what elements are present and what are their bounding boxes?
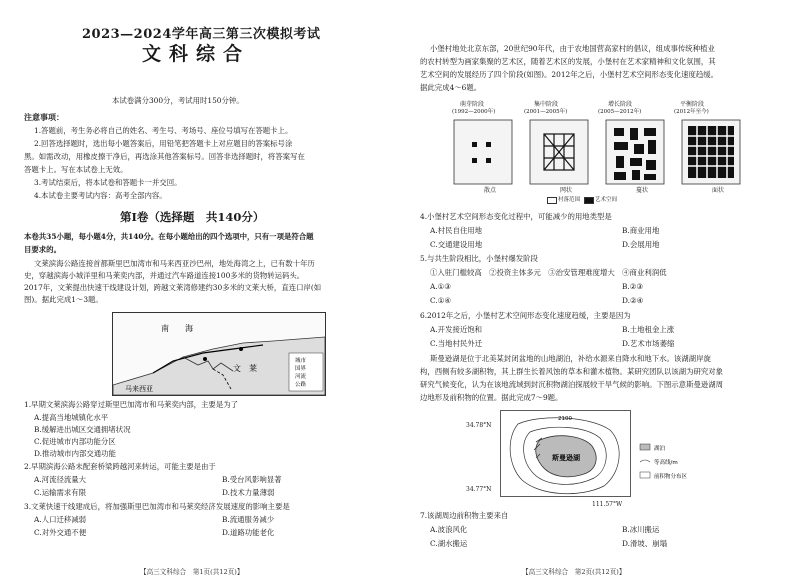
- passage1-line4: 图)。据此完成1～3题。: [24, 295, 103, 304]
- q4-option-d: D.会展用地: [622, 240, 660, 249]
- q7-option-c: C.湖水搬运: [430, 539, 468, 548]
- q6-option-b: B.土地租金上涨: [622, 325, 675, 334]
- q3-option-a: A.人口迁移减弱: [34, 515, 87, 524]
- q1-stem: 1.早期文莱滨海公路穿过斯里巴加湾市和马莱奕内部，主要是为了: [24, 400, 238, 409]
- passage3-line1: 斯曼逊湖是位于北美某封闭盆地的山地湖泊，补给水源来自降水和地下水。该湖湖岸旋: [430, 354, 711, 363]
- lat-bottom: 34.77°N: [466, 486, 492, 493]
- q3-option-c: C.对外交通不便: [34, 528, 87, 537]
- passage3-line2: 构，西侧有较多湖积物，其上群生长着风蚀的草本和灌木植物。某研究团队以该湖为研究对象: [420, 367, 724, 376]
- stage2-years: (2001—2005年): [524, 109, 568, 115]
- q7-option-d: D.滑坡、崩塌: [622, 539, 667, 548]
- stage4-years: (2012年至今): [674, 109, 709, 115]
- stage1-name: 萌芽阶段: [460, 101, 485, 108]
- lon-label: 111.57°W: [592, 501, 623, 508]
- stage3-label: 蔓状: [636, 187, 649, 194]
- city-marker: [239, 347, 243, 351]
- legend-river: 河流: [295, 374, 307, 380]
- stage1-years: (1992—2000年): [452, 109, 496, 115]
- right-footer: 【高三文科综合 第2页(共12页)】: [522, 568, 626, 576]
- stage3-years: (2005—2012年): [598, 109, 642, 115]
- notice-2: 2.回答选择题时，选出每小题答案后，用铅笔把答题卡上对应题目的答案标号涂: [34, 139, 293, 148]
- passage1-line3: 2017年，文莱提出快速干线建设计划，跨越文莱湾修建约30多米的文莱大桥，直连口岸(如: [24, 283, 322, 292]
- q2-option-c: C.运输需求有限: [34, 488, 87, 497]
- section-instr-2: 目要求的。: [24, 245, 61, 254]
- legend-contour: 等高线/m: [654, 460, 678, 466]
- contour-top-label: 2100: [558, 416, 572, 422]
- q3-stem: 3.文莱快速干线建成后，将加强斯里巴加湾市和马莱奕经济发展速度的影响主要是: [24, 502, 290, 511]
- sea-label: 南 海: [161, 324, 193, 333]
- q7-option-a: A.波浪风化: [430, 525, 468, 534]
- q4-option-b: B.商业用地: [622, 226, 660, 235]
- brunei-map: [112, 312, 326, 396]
- legend-lake-swatch: [640, 444, 650, 450]
- lat-top: 34.78°N: [466, 422, 492, 429]
- lake-label: 斯曼逊湖: [552, 454, 580, 462]
- notice-3: 3.考试结束后，将本试卷和答题卡一并交回。: [34, 178, 182, 187]
- city-marker: [203, 357, 207, 361]
- right-page: [412, 0, 792, 586]
- passage3-line3: 研究气候变化，认为在该地流域到封沉积物湖泊探展较干旱气候的影响。下图示意斯曼逊湖周: [420, 380, 724, 389]
- left-page: [12, 0, 392, 586]
- q4-option-c: C.交通建设用地: [430, 240, 483, 249]
- brunei-label: 文 莱: [233, 364, 257, 373]
- legend-village: 村落范围: [558, 197, 581, 203]
- q3-option-d: D.道路功能老化: [222, 528, 275, 537]
- passage2-line3: 艺术空间的发展经历了四个阶段(如图)。2012年之后，小堡村艺术空间形态变化速度趋缓。: [420, 70, 719, 79]
- passage2-line4: 据此完成4～6题。: [420, 83, 482, 92]
- section-title: 第Ⅰ卷（选择题 共140分）: [120, 210, 265, 224]
- legend-deposit-swatch: [640, 472, 650, 478]
- stage4-label: 面状: [712, 187, 725, 194]
- q3-option-b: B.流通服务减少: [222, 515, 275, 524]
- left-footer: 【高三文科综合 第1页(共12页)】: [140, 568, 244, 576]
- legend-border: 国界: [295, 366, 307, 372]
- notice-2b: 黑。如需改动，用橡皮擦干净后，再选涂其他答案标号。回答非选择题时，将答案写在: [24, 152, 305, 161]
- q7-option-b: B.冰川搬运: [622, 525, 660, 534]
- stage3-name: 增长阶段: [608, 101, 633, 108]
- q6-stem: 6.2012年之后，小堡村艺术空间形态变化速度趋缓，主要是因为: [420, 311, 631, 320]
- legend-village-swatch: [547, 197, 557, 204]
- stage1-box: [454, 120, 512, 184]
- exam-title: 2023—2024学年高三第三次模拟考试: [82, 27, 321, 42]
- score-note: 本试卷满分300分，考试用时150分钟。: [112, 96, 244, 105]
- q1-option-c: C.促进城市内部功能分区: [34, 437, 116, 446]
- q5-option-a: A.①③: [430, 282, 451, 291]
- notice-2c: 答题卡上。写在本试卷上无效。: [24, 165, 128, 174]
- notice-title: 注意事项：: [24, 112, 64, 122]
- legend-lake: 湖泊: [654, 446, 666, 452]
- brunei-map-svg: [113, 313, 325, 395]
- q2-option-b: B.受台风影响显著: [222, 475, 282, 484]
- legend-contour-swatch: [640, 460, 650, 462]
- q2-option-d: D.技术力量薄弱: [222, 488, 275, 497]
- q4-option-a: A.村民自住用地: [430, 226, 483, 235]
- passage2-line2: 的农村转型为画家集聚的艺术区，随着艺术区的发展，小堡村在艺术家精神和文化氛围，其: [420, 57, 716, 66]
- notice-4: 4.本试卷主要考试内容：高考全部内容。: [34, 191, 167, 200]
- legend-art-swatch: [584, 197, 594, 204]
- q4-stem: 4.小堡村艺术空间形态变化过程中，可能减少的用地类型是: [420, 212, 612, 221]
- section-instr-1: 本卷共35小题，每小题4分，共140分。在每小题给出的四个选项中，只有一项是符合题: [24, 232, 314, 241]
- q6-option-a: A.开发接近饱和: [430, 325, 483, 334]
- q2-option-a: A.河流径流量大: [34, 475, 87, 484]
- stage2-name: 集中阶段: [534, 101, 559, 108]
- q7-stem: 7.该湖周边前积物主要来自: [420, 511, 509, 520]
- q1-option-b: B.缓解进出城区交通拥堵状况: [34, 425, 131, 434]
- q5-option-c: C.①④: [430, 296, 451, 305]
- q2-stem: 2.早期滨海公路未配套桥梁跨越河来转运，可能主要是由于: [24, 462, 216, 471]
- stage1-label: 散点: [484, 187, 497, 194]
- legend-city: 城市: [295, 358, 307, 364]
- q1-option-d: D.推动城市内部交通功能: [34, 449, 116, 458]
- q5-statements: ①入驻门槛较高 ②投资主体多元 ③治安管理难度增大 ④商业利润低: [430, 268, 667, 277]
- q5-option-b: B.②③: [622, 282, 644, 291]
- q5-option-d: D.②④: [622, 296, 644, 305]
- lake-map: [500, 410, 700, 505]
- q5-stem: 5.与共生阶段相比，小堡村爆发阶段: [420, 254, 538, 263]
- legend-art: 艺术空间: [595, 197, 618, 203]
- subject-title: 文科综合: [142, 43, 251, 65]
- legend-deposit: 前积物分布区: [654, 474, 688, 480]
- notice-1: 1.答题前，考生务必将自己的姓名、考生号、考场号、座位号填写在答题卡上。: [34, 126, 293, 135]
- passage1-line1: 文莱滨海公路连接首都斯里巴加湾市和马来西亚沙巴州，地处海湾之上，已有数十年历: [34, 259, 315, 268]
- country-label: 马来西亚: [125, 385, 153, 393]
- stage2-label: 网状: [560, 187, 573, 194]
- q1-option-a: A.提高当地城镇化水平: [34, 413, 109, 422]
- q6-option-c: C.当地村民外迁: [430, 339, 483, 348]
- legend-road: 公路: [295, 382, 307, 388]
- passage2-line1: 小堡村地处北京东部，20世纪90年代，由于农地国营高家村的倡议，组成事传统种植业: [430, 44, 715, 53]
- stage4-name: 平衡阶段: [680, 101, 705, 108]
- q6-option-d: D.艺术市场萎缩: [622, 339, 675, 348]
- passage1-line2: 史，穿越滨海小城洋里和马莱奕内部，并通过汽车路道连接100多米的货物转运码头。: [24, 271, 305, 280]
- passage3-line4: 边地形及前积物的位置。据此完成7～9题。: [420, 393, 563, 402]
- stage-diagrams: [452, 118, 752, 198]
